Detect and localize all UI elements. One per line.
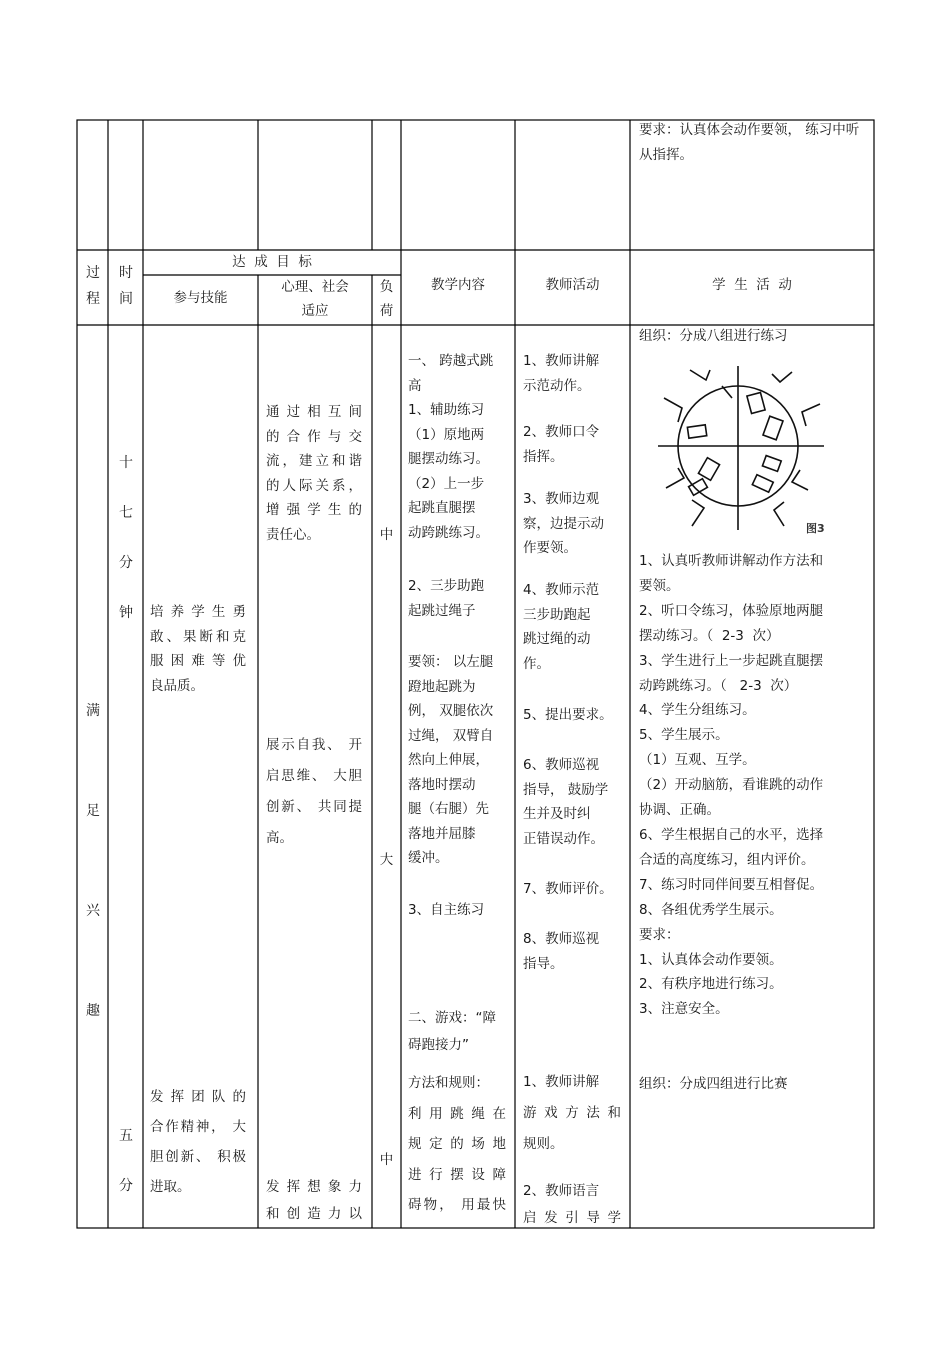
teacher9-line: 规则。 bbox=[523, 1136, 564, 1152]
content1-line: （1）原地两 bbox=[408, 426, 485, 443]
teacher1-line: 1、教师讲解 bbox=[523, 353, 600, 369]
content2-line: 2、三步助跑 bbox=[408, 578, 485, 594]
teacher4-line: 4、教师示范 bbox=[523, 582, 600, 598]
teacher6-line: 指导， 鼓励学 bbox=[523, 781, 609, 798]
content1-line: 1、辅助练习 bbox=[408, 402, 485, 418]
psych1-line: 通 过 相 互 间 bbox=[266, 404, 362, 420]
student-line: （2）开动脑筋，看谁跳的动作 bbox=[639, 777, 824, 794]
teacher9-line: 1、教师讲解 bbox=[523, 1074, 600, 1090]
skill1-line: 服 困 难 等 优 bbox=[150, 653, 246, 669]
teacher-step-8 bbox=[523, 927, 627, 976]
top-requirement-text: 要求：认真体会动作要领， 练习中听从指挥。 bbox=[639, 122, 860, 163]
content-key-points bbox=[408, 650, 510, 871]
content3-line: 蹬地起跳为 bbox=[408, 678, 476, 695]
skill-goal-1 bbox=[150, 600, 246, 698]
content-game bbox=[408, 1005, 510, 1059]
header-time-2: 间 bbox=[119, 291, 133, 307]
load-2: 大 bbox=[379, 852, 394, 868]
student-line: 要求： bbox=[639, 926, 680, 943]
header-skill: 参与技能 bbox=[173, 290, 228, 306]
load-1: 中 bbox=[379, 527, 394, 543]
load-3: 中 bbox=[379, 1152, 394, 1168]
student-line: 协调、正确。 bbox=[639, 802, 720, 819]
header-process-2: 程 bbox=[86, 291, 100, 307]
content3-line: 要领： 以左腿 bbox=[408, 654, 494, 670]
student-line: 8、各组优秀学生展示。 bbox=[639, 901, 783, 918]
content1-line: 动跨跳练习。 bbox=[408, 524, 489, 541]
skill1-line: 培 养 学 生 勇 bbox=[150, 604, 246, 620]
teacher6-line: 6、教师巡视 bbox=[523, 757, 600, 773]
student-line: 要领。 bbox=[639, 577, 680, 594]
process-char-3: 兴 bbox=[86, 903, 100, 919]
student-line: （1）互观、互学。 bbox=[639, 752, 756, 769]
content6-line: 进 行 摆 设 障 bbox=[408, 1166, 506, 1183]
content6-line: 规 定 的 场 地 bbox=[408, 1136, 506, 1152]
header-psych-2: 适应 bbox=[301, 303, 329, 319]
header-content: 教学内容 bbox=[431, 277, 485, 293]
teacher-step-7 bbox=[523, 877, 627, 902]
teacher8-line: 指导。 bbox=[523, 955, 564, 972]
teacher-step-2 bbox=[523, 420, 627, 469]
content2-line: 起跳过绳子 bbox=[408, 602, 476, 619]
skill2-line: 胆创新、 积极 bbox=[150, 1149, 246, 1165]
teacher9-line: 游 戏 方 法 和 bbox=[523, 1105, 621, 1121]
psych2-line: 高。 bbox=[266, 830, 293, 846]
time1-char-4: 钟 bbox=[119, 605, 133, 621]
content3-line: 过绳， 双臂自 bbox=[408, 727, 494, 744]
header-teacher: 教师活动 bbox=[545, 277, 600, 293]
student-line: 动跨跳练习。（ 2-3 次） bbox=[639, 677, 798, 694]
content3-line: 落地时摆动 bbox=[408, 776, 476, 793]
teacher8-line: 8、教师巡视 bbox=[523, 931, 600, 947]
teacher2-line: 指挥。 bbox=[523, 448, 564, 465]
content1-line: （2）上一步 bbox=[408, 475, 485, 492]
teacher-game-step-2 bbox=[523, 1178, 621, 1232]
content3-line: 落地并屈膝 bbox=[408, 825, 476, 842]
teacher10-line: 启 发 引 导 学 bbox=[523, 1210, 621, 1226]
psych-goal-1 bbox=[266, 400, 362, 547]
psych2-line: 展示自我、 开 bbox=[266, 737, 362, 753]
time2-char-1: 五 bbox=[119, 1128, 133, 1144]
header-process-1: 过 bbox=[86, 265, 100, 281]
time2-char-2: 分 bbox=[119, 1178, 133, 1194]
student-line: 2、听口令练习，体验原地两腿 bbox=[639, 602, 824, 619]
psych1-line: 的人际关系， bbox=[266, 477, 362, 494]
group-formation-diagram bbox=[652, 360, 832, 535]
content1-line: 一、 跨越式跳 bbox=[408, 353, 494, 369]
content3-line: 例， 双腿依次 bbox=[408, 703, 494, 719]
content3-line: 腿（右腿）先 bbox=[408, 801, 489, 817]
content1-line: 高 bbox=[408, 377, 422, 394]
content-game-rules bbox=[408, 1068, 506, 1221]
header-psych-1: 心理、社会 bbox=[281, 279, 349, 295]
teacher3-line: 3、教师边观 bbox=[523, 491, 600, 507]
teacher-step-5 bbox=[523, 703, 627, 728]
teacher4-line: 三步助跑起 bbox=[523, 606, 591, 623]
student-line: 7、练习时同伴间要互相督促。 bbox=[639, 876, 824, 893]
teacher1-line: 示范动作。 bbox=[523, 377, 591, 394]
teacher-step-3 bbox=[523, 487, 627, 561]
time1-char-1: 十 bbox=[119, 455, 133, 471]
teacher7-line: 7、教师评价。 bbox=[523, 881, 613, 897]
teacher-step-4 bbox=[523, 578, 627, 676]
psych1-line: 的 合 作 与 交 bbox=[266, 428, 362, 445]
header-goal-group: 达 成 目 标 bbox=[232, 254, 312, 270]
content-three-step bbox=[408, 574, 510, 623]
student-line: 2、有秩序地进行练习。 bbox=[639, 976, 783, 993]
psych-goal-3 bbox=[266, 1174, 362, 1228]
teacher6-line: 正错误动作。 bbox=[523, 830, 604, 847]
teacher-step-6 bbox=[523, 753, 627, 851]
content6-line: 方法和规则： bbox=[408, 1075, 489, 1091]
content-high-jump bbox=[408, 349, 510, 545]
student-line: 1、认真听教师讲解动作方法和 bbox=[639, 553, 824, 569]
process-char-1: 满 bbox=[86, 703, 100, 719]
teacher3-line: 察，边提示动 bbox=[523, 515, 604, 532]
psych1-line: 流，建立和谐 bbox=[266, 453, 362, 469]
student-line: 3、学生进行上一步起跳直腿摆 bbox=[639, 652, 824, 669]
teacher2-line: 2、教师口令 bbox=[523, 424, 600, 440]
header-student: 学 生 活 动 bbox=[712, 277, 792, 293]
content5-line: 碍跑接力” bbox=[408, 1037, 469, 1053]
student-org2-text: 组织：分成四组进行比赛 bbox=[639, 1076, 788, 1092]
student-line: 4、学生分组练习。 bbox=[639, 702, 756, 719]
top-requirement bbox=[639, 118, 867, 167]
skill1-line: 敢、果断和克 bbox=[150, 628, 246, 645]
content3-line: 缓冲。 bbox=[408, 850, 449, 866]
skill2-line: 合作精神， 大 bbox=[150, 1119, 246, 1135]
teacher-step-1 bbox=[523, 349, 627, 398]
time1-char-2: 七 bbox=[119, 505, 133, 521]
teacher-game-step-1 bbox=[523, 1067, 621, 1160]
psych3-line: 和 创 造 力 以 bbox=[266, 1206, 362, 1222]
teacher10-line: 2、教师语言 bbox=[523, 1183, 600, 1199]
content4-line: 3、自主练习 bbox=[408, 902, 485, 918]
content-free-practice bbox=[408, 898, 510, 923]
psych3-line: 发 挥 想 象 力 bbox=[266, 1179, 362, 1195]
student-line: 合适的高度练习，组内评价。 bbox=[639, 851, 815, 868]
student-organization-1 bbox=[639, 324, 869, 349]
content5-line: 二、游戏：“障 bbox=[408, 1010, 496, 1026]
figure-label: 图3 bbox=[806, 522, 825, 535]
student-line: 6、学生根据自己的水平，选择 bbox=[639, 826, 824, 843]
skill2-line: 进取。 bbox=[150, 1179, 191, 1195]
student-line: 5、学生展示。 bbox=[639, 727, 729, 744]
psych2-line: 启思维、 大胆 bbox=[266, 768, 362, 784]
content1-line: 起跳直腿摆 bbox=[408, 500, 476, 516]
process-char-4: 趣 bbox=[86, 1003, 100, 1019]
process-char-2: 足 bbox=[86, 803, 100, 819]
psych2-line: 创新、 共同提 bbox=[266, 799, 362, 815]
teacher4-line: 跳过绳的动 bbox=[523, 631, 591, 647]
header-load-2: 荷 bbox=[379, 303, 394, 319]
skill2-line: 发 挥 团 队 的 bbox=[150, 1089, 246, 1105]
student-line: 3、注意安全。 bbox=[639, 1001, 729, 1018]
teacher5-line: 5、提出要求。 bbox=[523, 707, 613, 723]
psych1-line: 增 强 学 生 的 bbox=[266, 502, 362, 518]
time1-char-3: 分 bbox=[119, 555, 133, 571]
header-load-1: 负 bbox=[379, 279, 394, 295]
content3-line: 然向上伸展， bbox=[408, 752, 489, 768]
teacher3-line: 作要领。 bbox=[523, 540, 577, 556]
psych-goal-2 bbox=[266, 730, 362, 854]
content6-line: 碍物， 用最快 bbox=[408, 1197, 506, 1213]
teacher6-line: 生并及时纠 bbox=[523, 806, 591, 822]
student-organization-2 bbox=[639, 1072, 869, 1097]
header-time-1: 时 bbox=[119, 265, 133, 281]
teacher4-line: 作。 bbox=[523, 655, 550, 672]
student-activity-list bbox=[639, 549, 869, 1022]
skill-goal-2 bbox=[150, 1082, 246, 1202]
content1-line: 腿摆动练习。 bbox=[408, 451, 489, 467]
psych1-line: 责任心。 bbox=[266, 526, 320, 543]
student-line: 摆动练习。（ 2-3 次） bbox=[639, 627, 780, 644]
content6-line: 利 用 跳 绳 在 bbox=[408, 1105, 506, 1122]
student-org1-text: 组织：分成八组进行练习 bbox=[639, 328, 788, 344]
student-line: 1、认真体会动作要领。 bbox=[639, 951, 783, 968]
skill1-line: 良品质。 bbox=[150, 677, 204, 694]
